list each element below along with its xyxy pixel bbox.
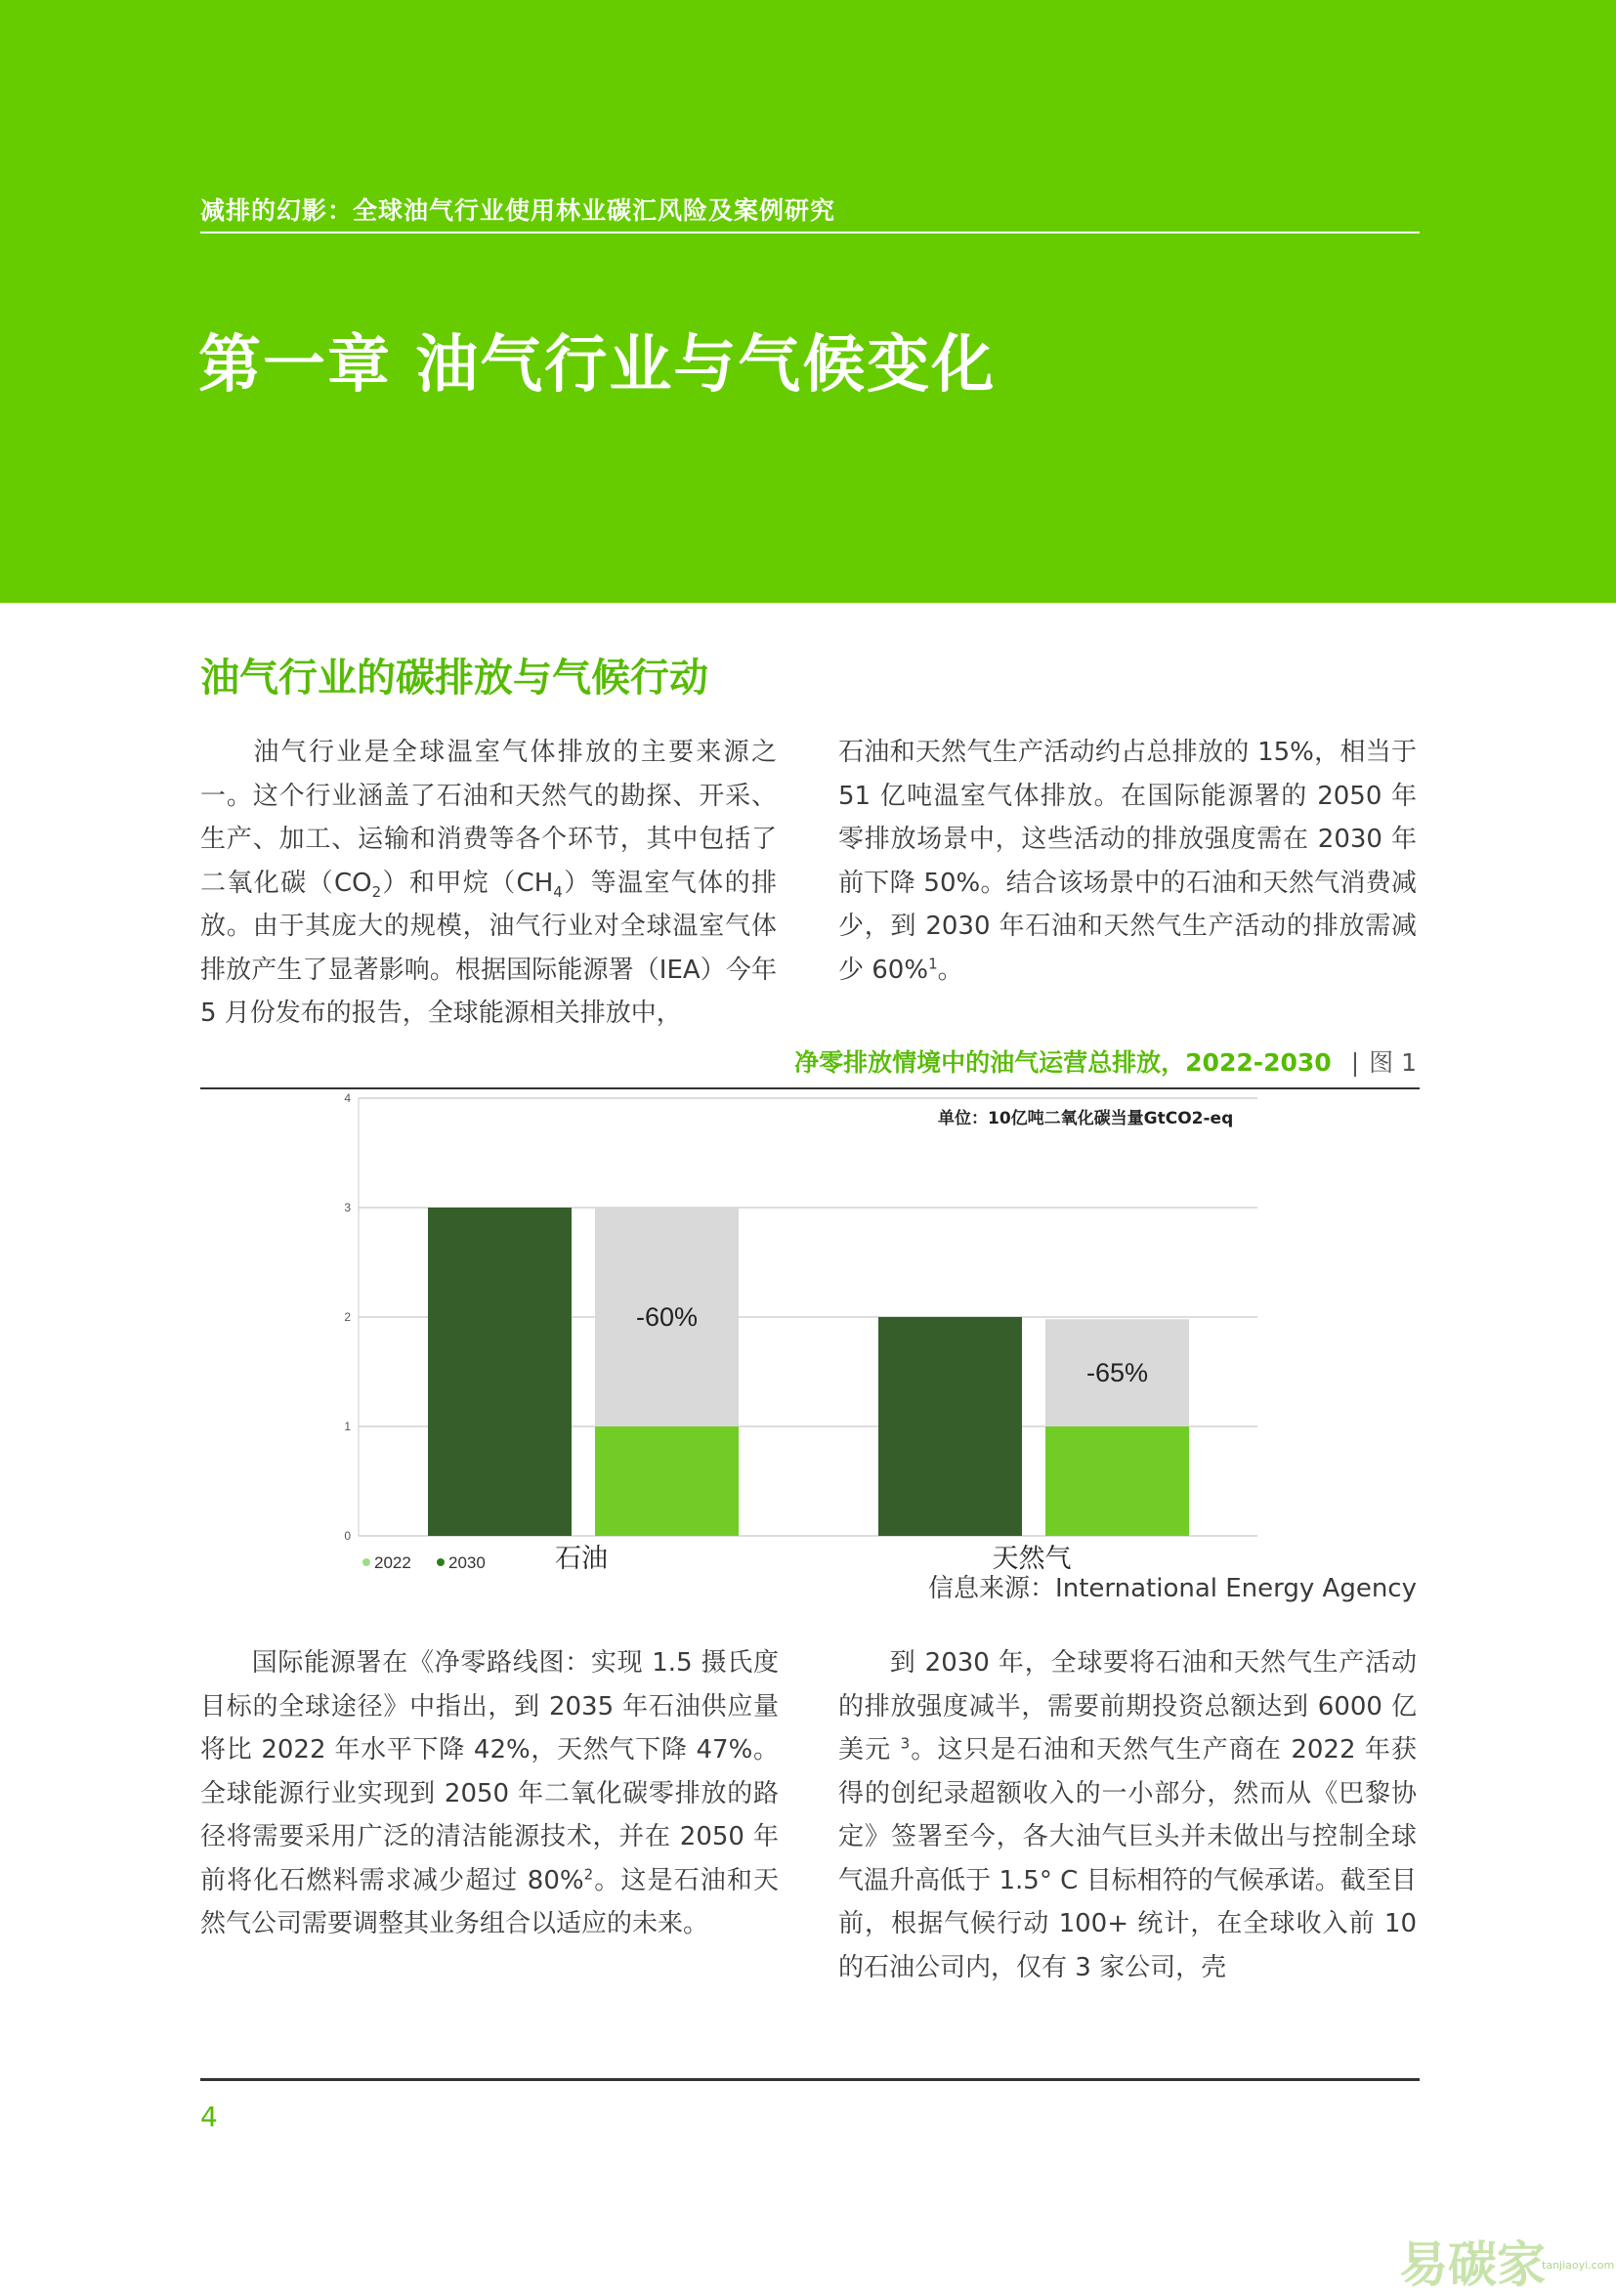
bar-2022-0	[428, 1208, 572, 1536]
legend-marker	[437, 1558, 445, 1566]
legend-label: 2022	[374, 1553, 411, 1572]
y-tick-label: 4	[344, 1091, 351, 1105]
reduction-annotation: -65%	[1085, 1358, 1149, 1388]
y-tick-label: 3	[344, 1201, 351, 1214]
chapter-title: 第一章 油气行业与气候变化	[198, 329, 997, 402]
y-tick-label: 1	[344, 1420, 351, 1433]
figure-separator: |	[1350, 1048, 1360, 1077]
page-number: 4	[200, 2101, 218, 2133]
bar-2022-1	[878, 1317, 1022, 1536]
figure-top-rule	[200, 1087, 1420, 1089]
paragraph-investment: 到 2030 年，全球要将石油和天然气生产活动的排放强度减半，需要前期投资总额达到 6000 亿美元 $^3$。这只是石油和天然气生产商在 2022 年获得的创纪录超额收入的一小部分，然而从《巴黎协定》签署至今，各大油气巨头并未做出与控制全球气温升高低于 1.5° C 目标相符的气候承诺。截至目前，根据气候行动 100+ 统计，在全球收入前 10 的石油公司内，仅有 3 家公司，壳	[838, 1648, 1417, 1982]
chapter-banner	[0, 0, 1616, 603]
footer-divider	[200, 2078, 1420, 2081]
chart-unit-label: 单位：10亿吨二氧化碳当量GtCO2-eq	[938, 1109, 1234, 1128]
category-label: 石油	[555, 1544, 608, 1574]
figure-source: 信息来源：International Energy Agency	[928, 1574, 1417, 1603]
figure-number: 图 1	[1369, 1048, 1417, 1077]
header-divider	[200, 232, 1420, 234]
bar-2030-1	[1045, 1426, 1189, 1536]
section-title: 油气行业的碳排放与气候行动	[200, 656, 708, 701]
legend-label: 2030	[448, 1553, 486, 1572]
watermark-logo: 易碳家	[1399, 2236, 1546, 2293]
watermark-url: tanjiaoyi.com	[1542, 2259, 1615, 2272]
bar-2030-0	[595, 1426, 739, 1536]
paragraph-intro: 油气行业是全球温室气体排放的主要来源之一。这个行业涵盖了石油和天然气的勘探、开采、生产、加工、运输和消费等各个环节，其中包括了二氧化碳$(CO_2)$和甲烷$(CH_4)$等温室气体的排放。由于其庞大的规模，油气行业对全球温室气体排放产生了显著影响。根据国际能源署（IEA）今年 5 月份发布的报告，全球能源相关排放中，	[200, 738, 777, 1028]
reduction-annotation: -60%	[635, 1302, 699, 1332]
y-tick-label: 0	[344, 1529, 351, 1543]
figure-title: 净零排放情境中的油气运营总排放，2022-2030	[794, 1048, 1332, 1077]
category-label: 天然气	[992, 1544, 1072, 1574]
y-tick-label: 2	[344, 1310, 351, 1324]
legend-marker	[362, 1558, 370, 1566]
emissions-bar-chart	[200, 1090, 1420, 1589]
paragraph-emissions-share: 石油和天然气生产活动约占总排放的 15%，相当于 51 亿吨温室气体排放。在国际能源署的 2050 年零排放场景中，这些活动的排放强度需在 2030 年前下降 50%。结合该场景中的石油和天然气消费减少，到 2030 年石油和天然气生产活动的排放需减少 60%$^1$。	[838, 738, 1417, 985]
paragraph-iea-roadmap: 国际能源署在《净零路线图：实现 1.5 摄氏度目标的全球途径》中指出，到 2035 年石油供应量将比 2022 年水平下降 42%，天然气下降 47%。全球能源行业实现到 2050 年二氧化碳零排放的路径将需要采用广泛的清洁能源技术，并在 2050 年前将化石燃料需求减少超过 80%$^2$。这是石油和天然气公司需要调整其业务组合以适应的未来。	[200, 1648, 779, 1938]
running-title: 减排的幻影：全球油气行业使用林业碳汇风险及案例研究	[200, 196, 836, 225]
figure-caption	[794, 1043, 1417, 1079]
